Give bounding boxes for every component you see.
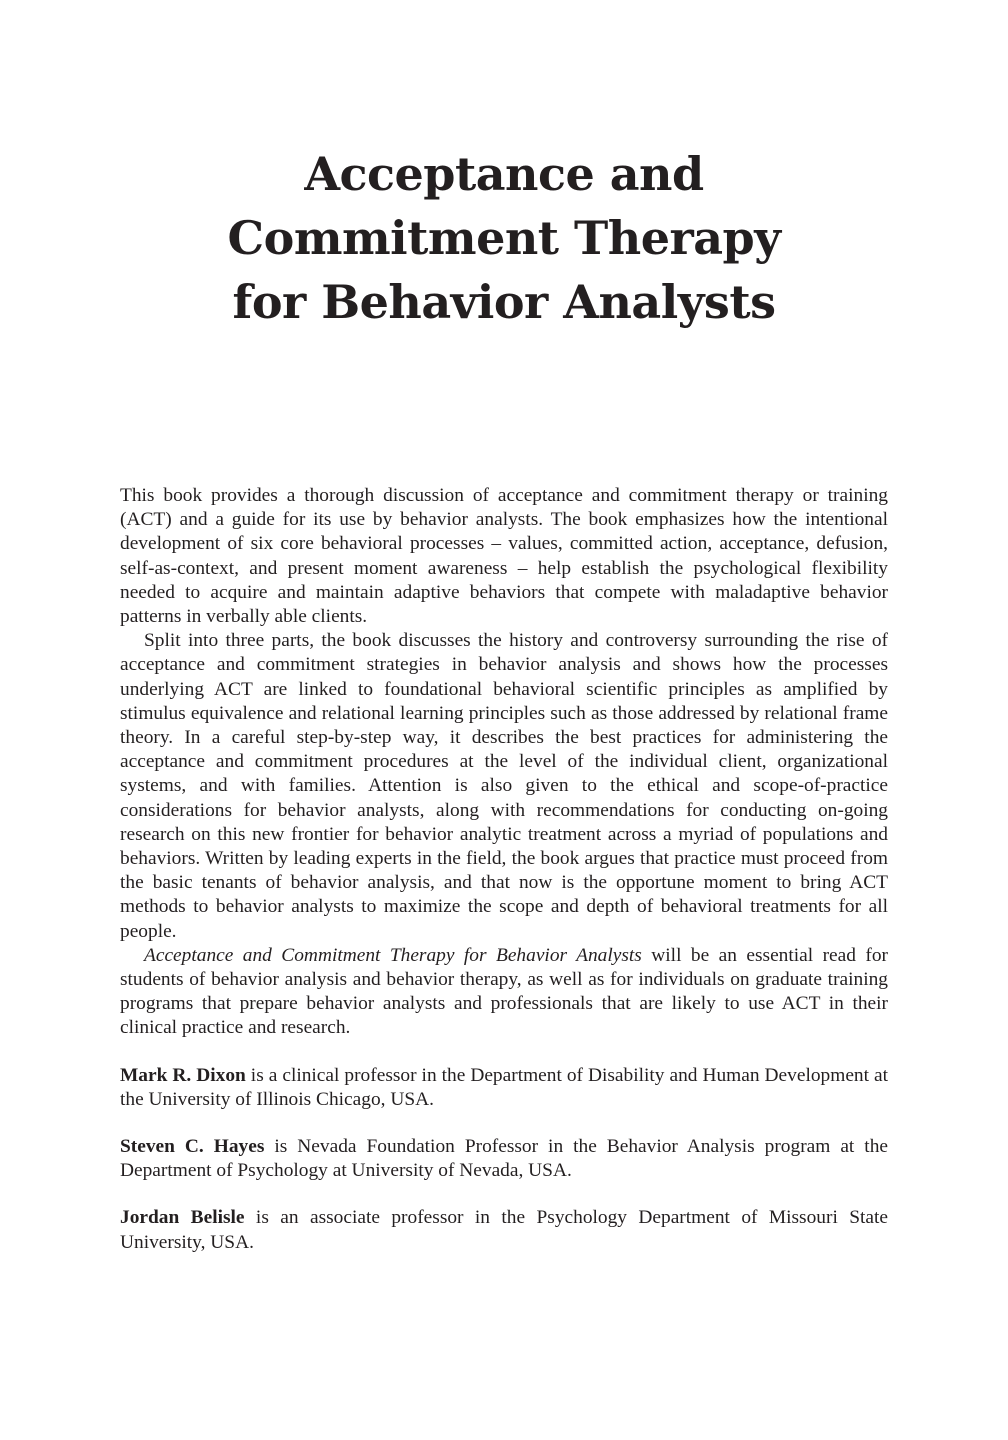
author-bio <box>120 1135 888 1183</box>
description-paragraph-1: This book provides a thorough discussion of acceptance and commitment therapy or training (ACT) and a guide for its use by behavior analysts. The book emphasizes how the intentional development of six core behavioral processes – values, committed action, acceptance, defusion, self-as-context, and present moment awareness – help establish the psychological flexibility needed to acquire and maintain adaptive behaviors that compete with maladaptive behavior patterns in verbally able clients. <box>120 485 888 628</box>
description-paragraph-3-text: will be an essential read for students of behavior analysis and behavior therapy, as well as for individuals on graduate training programs that prepare behavior analysts and professionals that are likely to use ACT in their clinical practice and research. <box>120 944 888 1039</box>
author-bio-text: is a clinical professor in the Department of Disability and Human Development at the University of Illinois Chicago, USA. <box>120 1064 888 1110</box>
author-bio-text: is Nevada Foundation Professor in the Behavior Analysis program at the Department of Psychology at University of Nevada, USA. <box>120 1136 888 1182</box>
author-name: Jordan Belisle <box>120 1207 245 1229</box>
title-line-1: Acceptance and <box>304 147 704 201</box>
book-description <box>120 484 888 1255</box>
book-title <box>120 142 888 334</box>
author-bio <box>120 1064 888 1112</box>
description-paragraph-2: Split into three parts, the book discusses the history and controversy surrounding the rise of acceptance and commitment strategies in behavior analysis and shows how the processes underlying ACT are linked to foundational behavioral scientific principles as amplified by stimulus equivalence and relational learning principles such as those addressed by relational frame theory. In a careful step-by-step way, it describes the best practices for administering the acceptance and commitment procedures at the level of the individual client, organizational systems, and with families. Attention is also given to the ethical and scope-of-practice considerations for behavior analysts, along with recommendations for conducting on-going research on this new frontier for behavior analytic treatment across a myriad of populations and behaviors. Written by leading experts in the field, the book argues that practice must proceed from the basic tenants of behavior analysis, and that now is the opportune moment to bring ACT methods to behavior analysts to maximize the scope and depth of behavioral treatments for all people. <box>120 630 888 942</box>
book-title-italic: Acceptance and Commitment Therapy for Behavior Analysts <box>144 944 642 966</box>
author-bio-text: is an associate professor in the Psychology Department of Missouri State University, USA. <box>120 1207 888 1253</box>
author-bio <box>120 1206 888 1254</box>
author-name: Mark R. Dixon <box>120 1064 246 1086</box>
author-name: Steven C. Hayes <box>120 1136 265 1158</box>
title-line-3: for Behavior Analysts <box>232 275 776 329</box>
description-paragraph-3 <box>120 944 888 1041</box>
title-line-2: Commitment Therapy <box>227 211 781 265</box>
